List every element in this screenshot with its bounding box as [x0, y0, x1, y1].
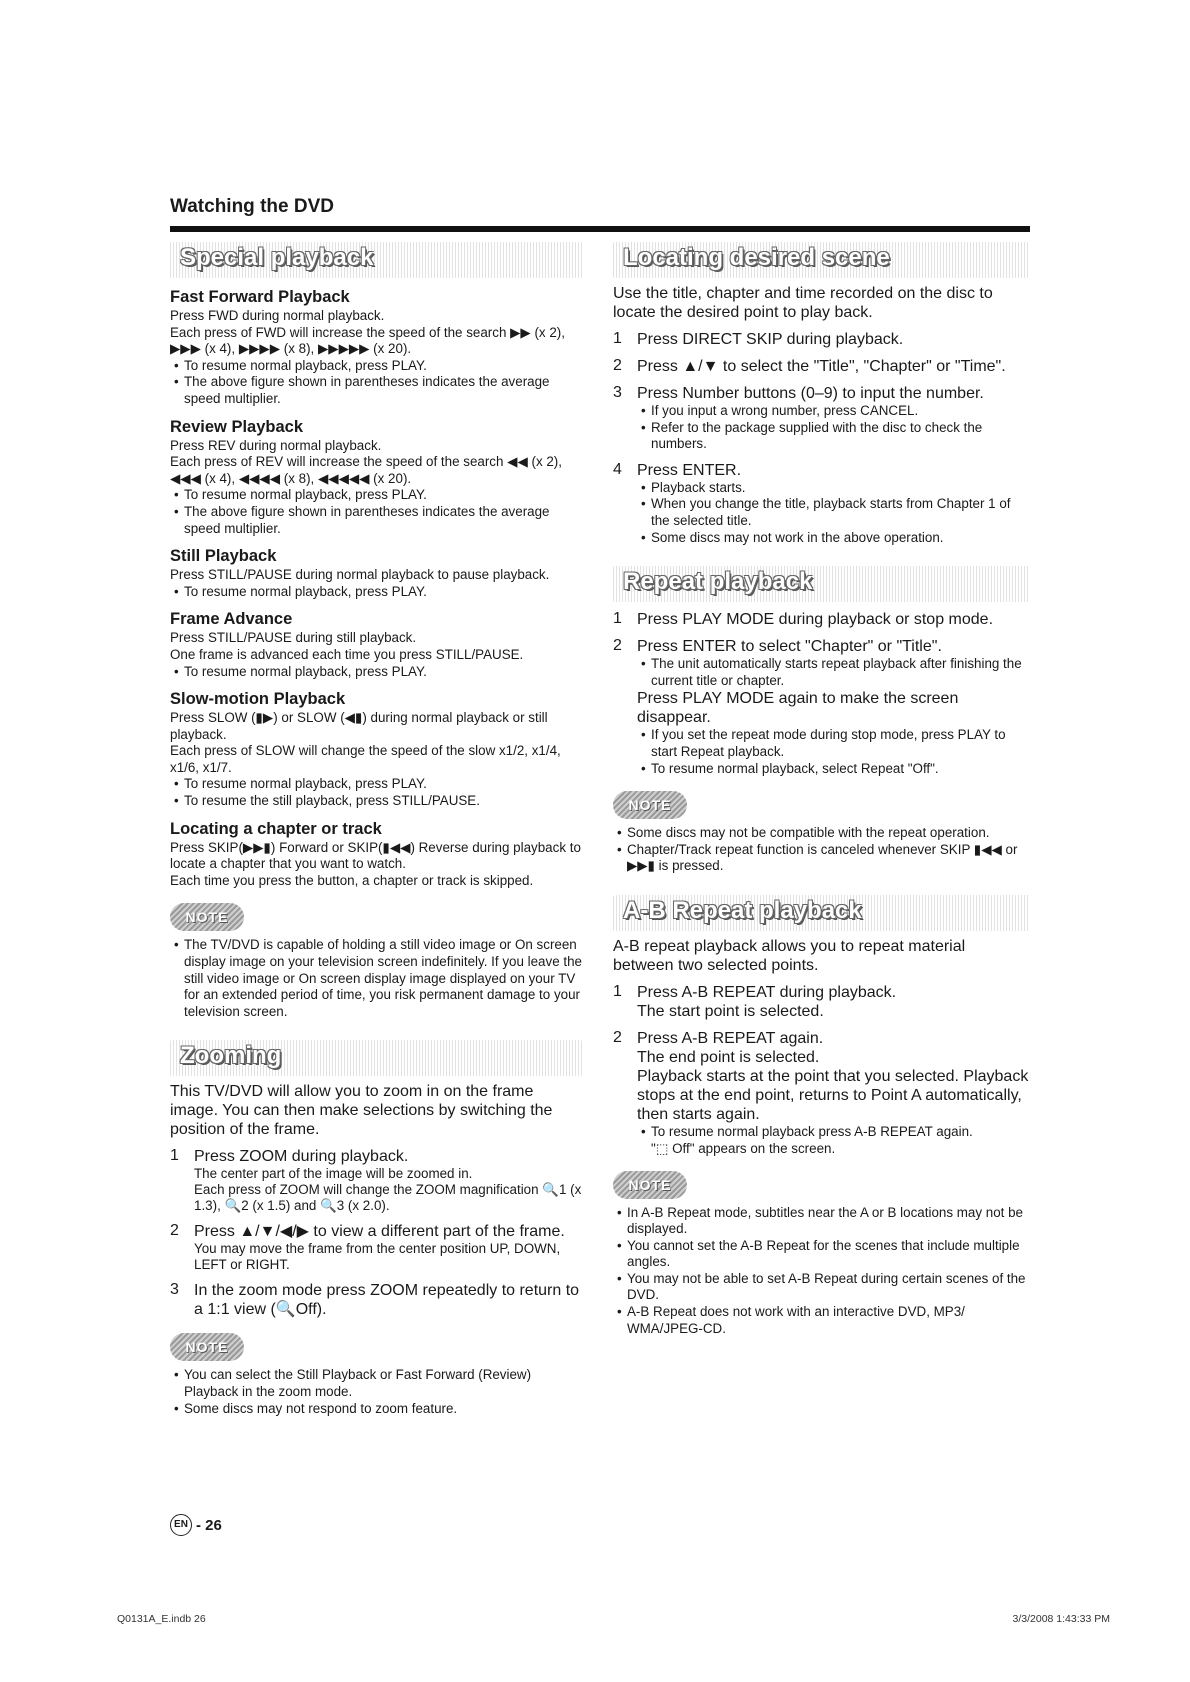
step-number: 3: [613, 384, 622, 401]
zoom-note-2: • Some discs may not respond to zoom feature.: [170, 1401, 582, 1418]
step-number: 3: [170, 1281, 179, 1299]
locate-intro: Use the title, chapter and time recorded on the disc to locate the desired point to play back.: [613, 285, 993, 321]
ab-step-2-head: Press A-B REPEAT again.: [637, 1029, 824, 1047]
locate-step-4-bullet-1: • Playback starts.: [637, 480, 1030, 497]
locate-step-1-head: Press DIRECT SKIP during playback.: [637, 331, 904, 348]
zoom-step-1-head: Press ZOOM during playback.: [194, 1148, 409, 1166]
note-badge: NOTE: [613, 791, 687, 819]
ab-note-1: • In A-B Repeat mode, subtitles near the A or B locations may not be displayed.: [613, 1205, 1030, 1238]
ab-step-2-body-2: Playback starts at the point that you selected. Playback stops at the end point, returns to Point A automatically, then starts again.: [637, 1067, 1029, 1123]
locating-banner: [613, 242, 1030, 278]
frame-advance-text-2: One frame is advanced each time you press STILL/PAUSE.: [170, 646, 524, 662]
ab-step-1: [613, 983, 1030, 1021]
locate-step-4: [613, 461, 1030, 546]
zoom-step-1-body-1: The center part of the image will be zoomed in.: [194, 1166, 473, 1182]
zoom-step-2: [170, 1222, 582, 1273]
slow-motion-text-2: Each press of SLOW will change the speed of the slow x1/2, x1/4, x1/6, x1/7.: [170, 743, 561, 775]
frame-advance-heading: Frame Advance: [170, 610, 293, 629]
step-number: 1: [170, 1147, 179, 1165]
locate-chapter-heading: Locating a chapter or track: [170, 819, 382, 838]
page-number: [170, 1514, 222, 1536]
special-note-1: • The TV/DVD is capable of holding a still video image or On screen display image on your television screen indefinitely. If you leave the still video image or On screen display image displayed on your TV for an extended period of time, you risk permanent damage to your television screen.: [170, 937, 582, 1020]
ab-repeat-banner: [613, 895, 1030, 931]
ab-step-1-body: The start point is selected.: [637, 1002, 824, 1020]
review-text-2: Each press of REV will increase the speed of the search ◀◀ (x 2), ◀◀◀ (x 4), ◀◀◀◀ (x 8), ◀◀◀◀◀ (x 20).: [170, 454, 562, 486]
zooming-banner: [170, 1040, 582, 1076]
review-bullet-2: • The above figure shown in parentheses indicates the average speed multiplier.: [170, 504, 582, 537]
zoom-step-3-head: In the zoom mode press ZOOM repeatedly to return to a 1:1 view (🔍Off).: [194, 1282, 580, 1319]
locate-step-3-bullet-2: • Refer to the package supplied with the disc to check the numbers.: [637, 420, 1030, 453]
step-number: 1: [613, 982, 622, 1000]
ab-note-2: • You cannot set the A-B Repeat for the scenes that include multiple angles.: [613, 1238, 1030, 1271]
step-number: 2: [170, 1222, 179, 1240]
ab-repeat-title: A-B Repeat playback: [623, 896, 862, 924]
review-heading: Review Playback: [170, 417, 303, 436]
zoom-step-1: [170, 1147, 582, 1214]
locate-step-2-head: Press ▲/▼ to select the "Title", "Chapter" or "Time".: [637, 358, 1006, 375]
repeat-note-2: • Chapter/Track repeat function is canceled whenever SKIP ▮◀◀ or ▶▶▮ is pressed.: [613, 842, 1030, 875]
slow-motion-heading: Slow-motion Playback: [170, 690, 346, 709]
locate-step-3-head: Press Number buttons (0–9) to input the number.: [637, 385, 984, 402]
note-badge: NOTE: [170, 1333, 244, 1361]
repeat-step-2-bullet-2: • If you set the repeat mode during stop mode, press PLAY to start Repeat playback.: [637, 727, 1030, 760]
note-badge: NOTE: [170, 903, 244, 931]
ab-step-2: [613, 1029, 1030, 1157]
slow-motion-text-1: Press SLOW (▮▶) or SLOW (◀▮) during normal playback or still playback.: [170, 710, 548, 742]
locate-step-4-head: Press ENTER.: [637, 461, 742, 479]
repeat-title: Repeat playback: [623, 568, 813, 596]
locate-step-4-bullet-3: • Some discs may not work in the above operation.: [637, 530, 1030, 547]
locate-step-3-bullet-1: • If you input a wrong number, press CANCEL.: [637, 403, 1030, 420]
frame-advance-text-1: Press STILL/PAUSE during still playback.: [170, 630, 417, 646]
ab-note-3: • You may not be able to set A-B Repeat during certain scenes of the DVD.: [613, 1271, 1030, 1304]
still-heading: Still Playback: [170, 547, 277, 566]
repeat-step-1: [613, 610, 1030, 629]
repeat-step-2-bullet-1: • The unit automatically starts repeat playback after finishing the current title or chapter.: [637, 656, 1030, 689]
locate-step-2: [613, 357, 1030, 376]
ab-intro: A-B repeat playback allows you to repeat material between two selected points.: [613, 937, 966, 974]
special-playback-banner: [170, 242, 582, 278]
locate-step-1: [613, 330, 1030, 349]
locate-step-3: [613, 384, 1030, 453]
slow-motion-bullet-1: • To resume normal playback, press PLAY.: [170, 776, 582, 793]
ab-step-2-body-1: The end point is selected.: [637, 1048, 820, 1066]
fast-forward-text-1: Press FWD during normal playback.: [170, 308, 385, 323]
fast-forward-bullet-2: • The above figure shown in parentheses indicates the average speed multiplier.: [170, 374, 582, 407]
review-bullet-1: • To resume normal playback, press PLAY.: [170, 487, 582, 504]
print-file-info: Q0131A_E.indb 26: [117, 1613, 206, 1625]
zoom-step-1-body-2: Each press of ZOOM will change the ZOOM magnification 🔍1 (x 1.3), 🔍2 (x 1.5) and 🔍3 (x 2.0).: [194, 1182, 582, 1214]
repeat-step-2-body: Press PLAY MODE again to make the screen disappear.: [637, 690, 959, 727]
step-number: 4: [613, 460, 622, 478]
right-column: [613, 242, 1030, 1337]
locating-title: Locating desired scene: [623, 244, 890, 271]
repeat-step-2: [613, 637, 1030, 777]
note-badge: NOTE: [613, 1171, 687, 1199]
step-number: 2: [613, 1028, 622, 1046]
fast-forward-heading: Fast Forward Playback: [170, 288, 350, 306]
header-rule: [170, 226, 1030, 232]
step-number: 2: [613, 357, 622, 374]
zoom-intro: This TV/DVD will allow you to zoom in on the frame image. You can then make selections by switching the position of the frame.: [170, 1083, 553, 1139]
language-badge: EN: [170, 1514, 192, 1536]
left-column: [170, 242, 582, 1417]
repeat-banner: [613, 566, 1030, 602]
fast-forward-text-2: Each press of FWD will increase the speed of the search ▶▶ (x 2), ▶▶▶ (x 4), ▶▶▶▶ (x 8), ▶▶▶▶▶ (x 20).: [170, 324, 565, 357]
fast-forward-bullet-1: • To resume normal playback, press PLAY.: [170, 358, 582, 375]
repeat-note-1: • Some discs may not be compatible with the repeat operation.: [613, 825, 1030, 842]
still-text-1: Press STILL/PAUSE during normal playback to pause playback.: [170, 567, 550, 583]
ab-step-2-bullet-2: "⬚ Off" appears on the screen.: [651, 1140, 836, 1156]
page-title: Watching the DVD: [170, 196, 334, 217]
step-number: 1: [613, 610, 622, 628]
print-date-info: 3/3/2008 1:43:33 PM: [1012, 1613, 1110, 1625]
ab-step-1-head: Press A-B REPEAT during playback.: [637, 983, 897, 1001]
repeat-step-2-bullet-3: • To resume normal playback, select Repeat "Off".: [637, 761, 1030, 778]
ab-note-4: • A-B Repeat does not work with an interactive DVD, MP3/ WMA/JPEG-CD.: [613, 1304, 1030, 1337]
page-number-text: - 26: [196, 1516, 222, 1534]
zoom-note-1: • You can select the Still Playback or Fast Forward (Review) Playback in the zoom mode.: [170, 1367, 582, 1400]
locate-chapter-text-1: Press SKIP(▶▶▮) Forward or SKIP(▮◀◀) Reverse during playback to locate a chapter that you want to watch.: [170, 839, 581, 872]
still-bullet-1: • To resume normal playback, press PLAY.: [170, 584, 582, 601]
repeat-step-2-head: Press ENTER to select "Chapter" or "Title".: [637, 638, 942, 656]
review-text-1: Press REV during normal playback.: [170, 437, 382, 453]
ab-step-2-bullet-1: • To resume normal playback press A-B REPEAT again.: [637, 1124, 1030, 1141]
zoom-step-2-body-1: You may move the frame from the center position UP, DOWN, LEFT or RIGHT.: [194, 1241, 561, 1273]
repeat-step-1-head: Press PLAY MODE during playback or stop mode.: [637, 611, 994, 629]
special-playback-title: Special playback: [180, 244, 374, 271]
zoom-step-3: [170, 1281, 582, 1319]
step-number: 2: [613, 637, 622, 655]
zoom-step-2-head: Press ▲/▼/◀/▶ to view a different part of the frame.: [194, 1223, 565, 1241]
locate-step-4-bullet-2: • When you change the title, playback starts from Chapter 1 of the selected title.: [637, 496, 1030, 529]
zooming-title: Zooming: [180, 1042, 282, 1070]
step-number: 1: [613, 330, 622, 347]
locate-chapter-text-2: Each time you press the button, a chapter or track is skipped.: [170, 872, 534, 888]
slow-motion-bullet-2: • To resume the still playback, press STILL/PAUSE.: [170, 793, 582, 810]
frame-advance-bullet-1: • To resume normal playback, press PLAY.: [170, 664, 582, 681]
